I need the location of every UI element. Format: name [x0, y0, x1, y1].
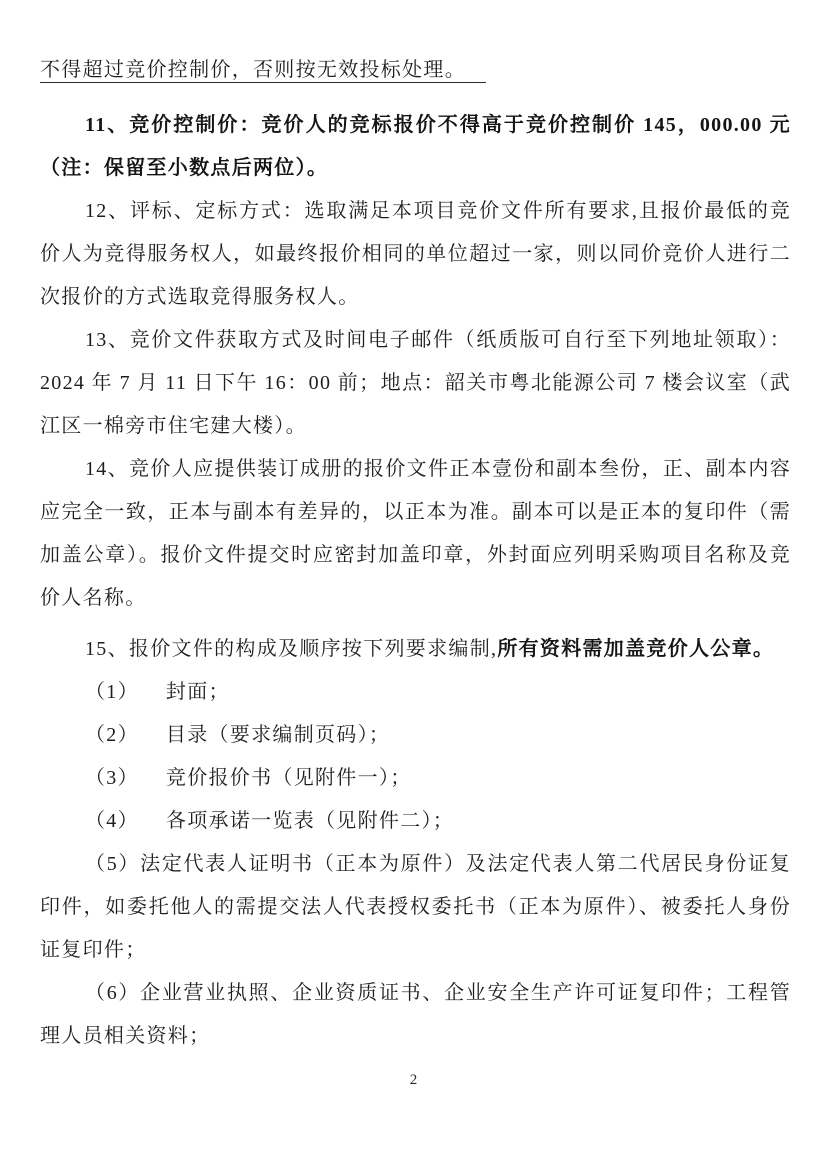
paragraph-15-emphasis: 所有资料需加盖竞价人公章。 [497, 638, 775, 660]
paragraph-14-copies-requirement: 14、竞价人应提供装订成册的报价文件正本壹份和副本叁份，正、副本内容应完全一致，正本与副本有差异的，以正本为准。副本可以是正本的复印件（需加盖公章）。报价文件提交时应密封加盖印章，外封面应列明采购项目名称及竞价人名称。 [40, 458, 791, 609]
list-item-2-text: 目录（要求编制页码）； [165, 724, 391, 746]
list-item-6-text: 企业营业执照、企业资质证书、企业安全生产许可证复印件；工程管理人员相关资料； [40, 982, 792, 1047]
list-item-6-number: （6） [85, 982, 141, 1004]
list-item-3 [40, 757, 791, 800]
list-item-3-number: （3） [85, 767, 139, 789]
list-item-1 [40, 671, 791, 714]
list-item-2 [40, 714, 791, 757]
paragraph-15-document-composition [40, 628, 791, 671]
list-item-5-number: （5） [85, 853, 141, 875]
list-item-5 [40, 843, 791, 972]
paragraph-15-lead: 15、报价文件的构成及顺序按下列要求编制, [85, 638, 498, 660]
list-item-4-number: （4） [85, 810, 139, 832]
carryover-paragraph [40, 49, 791, 92]
paragraph-11-price-control: 11、竞价控制价：竞价人的竞标报价不得高于竞价控制价 145，000.00 元（注：保留至小数点后两位）。 [40, 114, 791, 179]
list-item-4 [40, 800, 791, 843]
list-item-2-number: （2） [85, 724, 139, 746]
list-item-6 [40, 972, 791, 1058]
list-item-1-text: 封面； [165, 681, 230, 703]
list-item-5-text: 法定代表人证明书（正本为原件）及法定代表人第二代居民身份证复印件，如委托他人的需提交法人代表授权委托书（正本为原件）、被委托人身份证复印件； [40, 853, 792, 961]
list-item-4-text: 各项承诺一览表（见附件二）； [165, 810, 455, 832]
document-content [40, 49, 791, 1058]
list-item-1-number: （1） [85, 681, 139, 703]
underlined-text: 不得超过竞价控制价，否则按无效投标处理。 [40, 59, 486, 83]
paragraph-12-evaluation-method: 12、评标、定标方式：选取满足本项目竞价文件所有要求,且报价最低的竞价人为竞得服务权人，如最终报价相同的单位超过一家，则以同价竞价人进行二次报价的方式选取竞得服务权人。 [40, 200, 791, 308]
paragraph-13-document-acquisition: 13、竞价文件获取方式及时间电子邮件（纸质版可自行至下列地址领取）：2024 年 7 月 11 日下午 16：00 前；地点：韶关市粤北能源公司 7 楼会议室（武江区一棉旁市住宅建大楼）。 [40, 329, 791, 437]
list-item-3-text: 竞价报价书（见附件一）； [165, 767, 412, 789]
page-number: 2 [409, 1072, 418, 1088]
